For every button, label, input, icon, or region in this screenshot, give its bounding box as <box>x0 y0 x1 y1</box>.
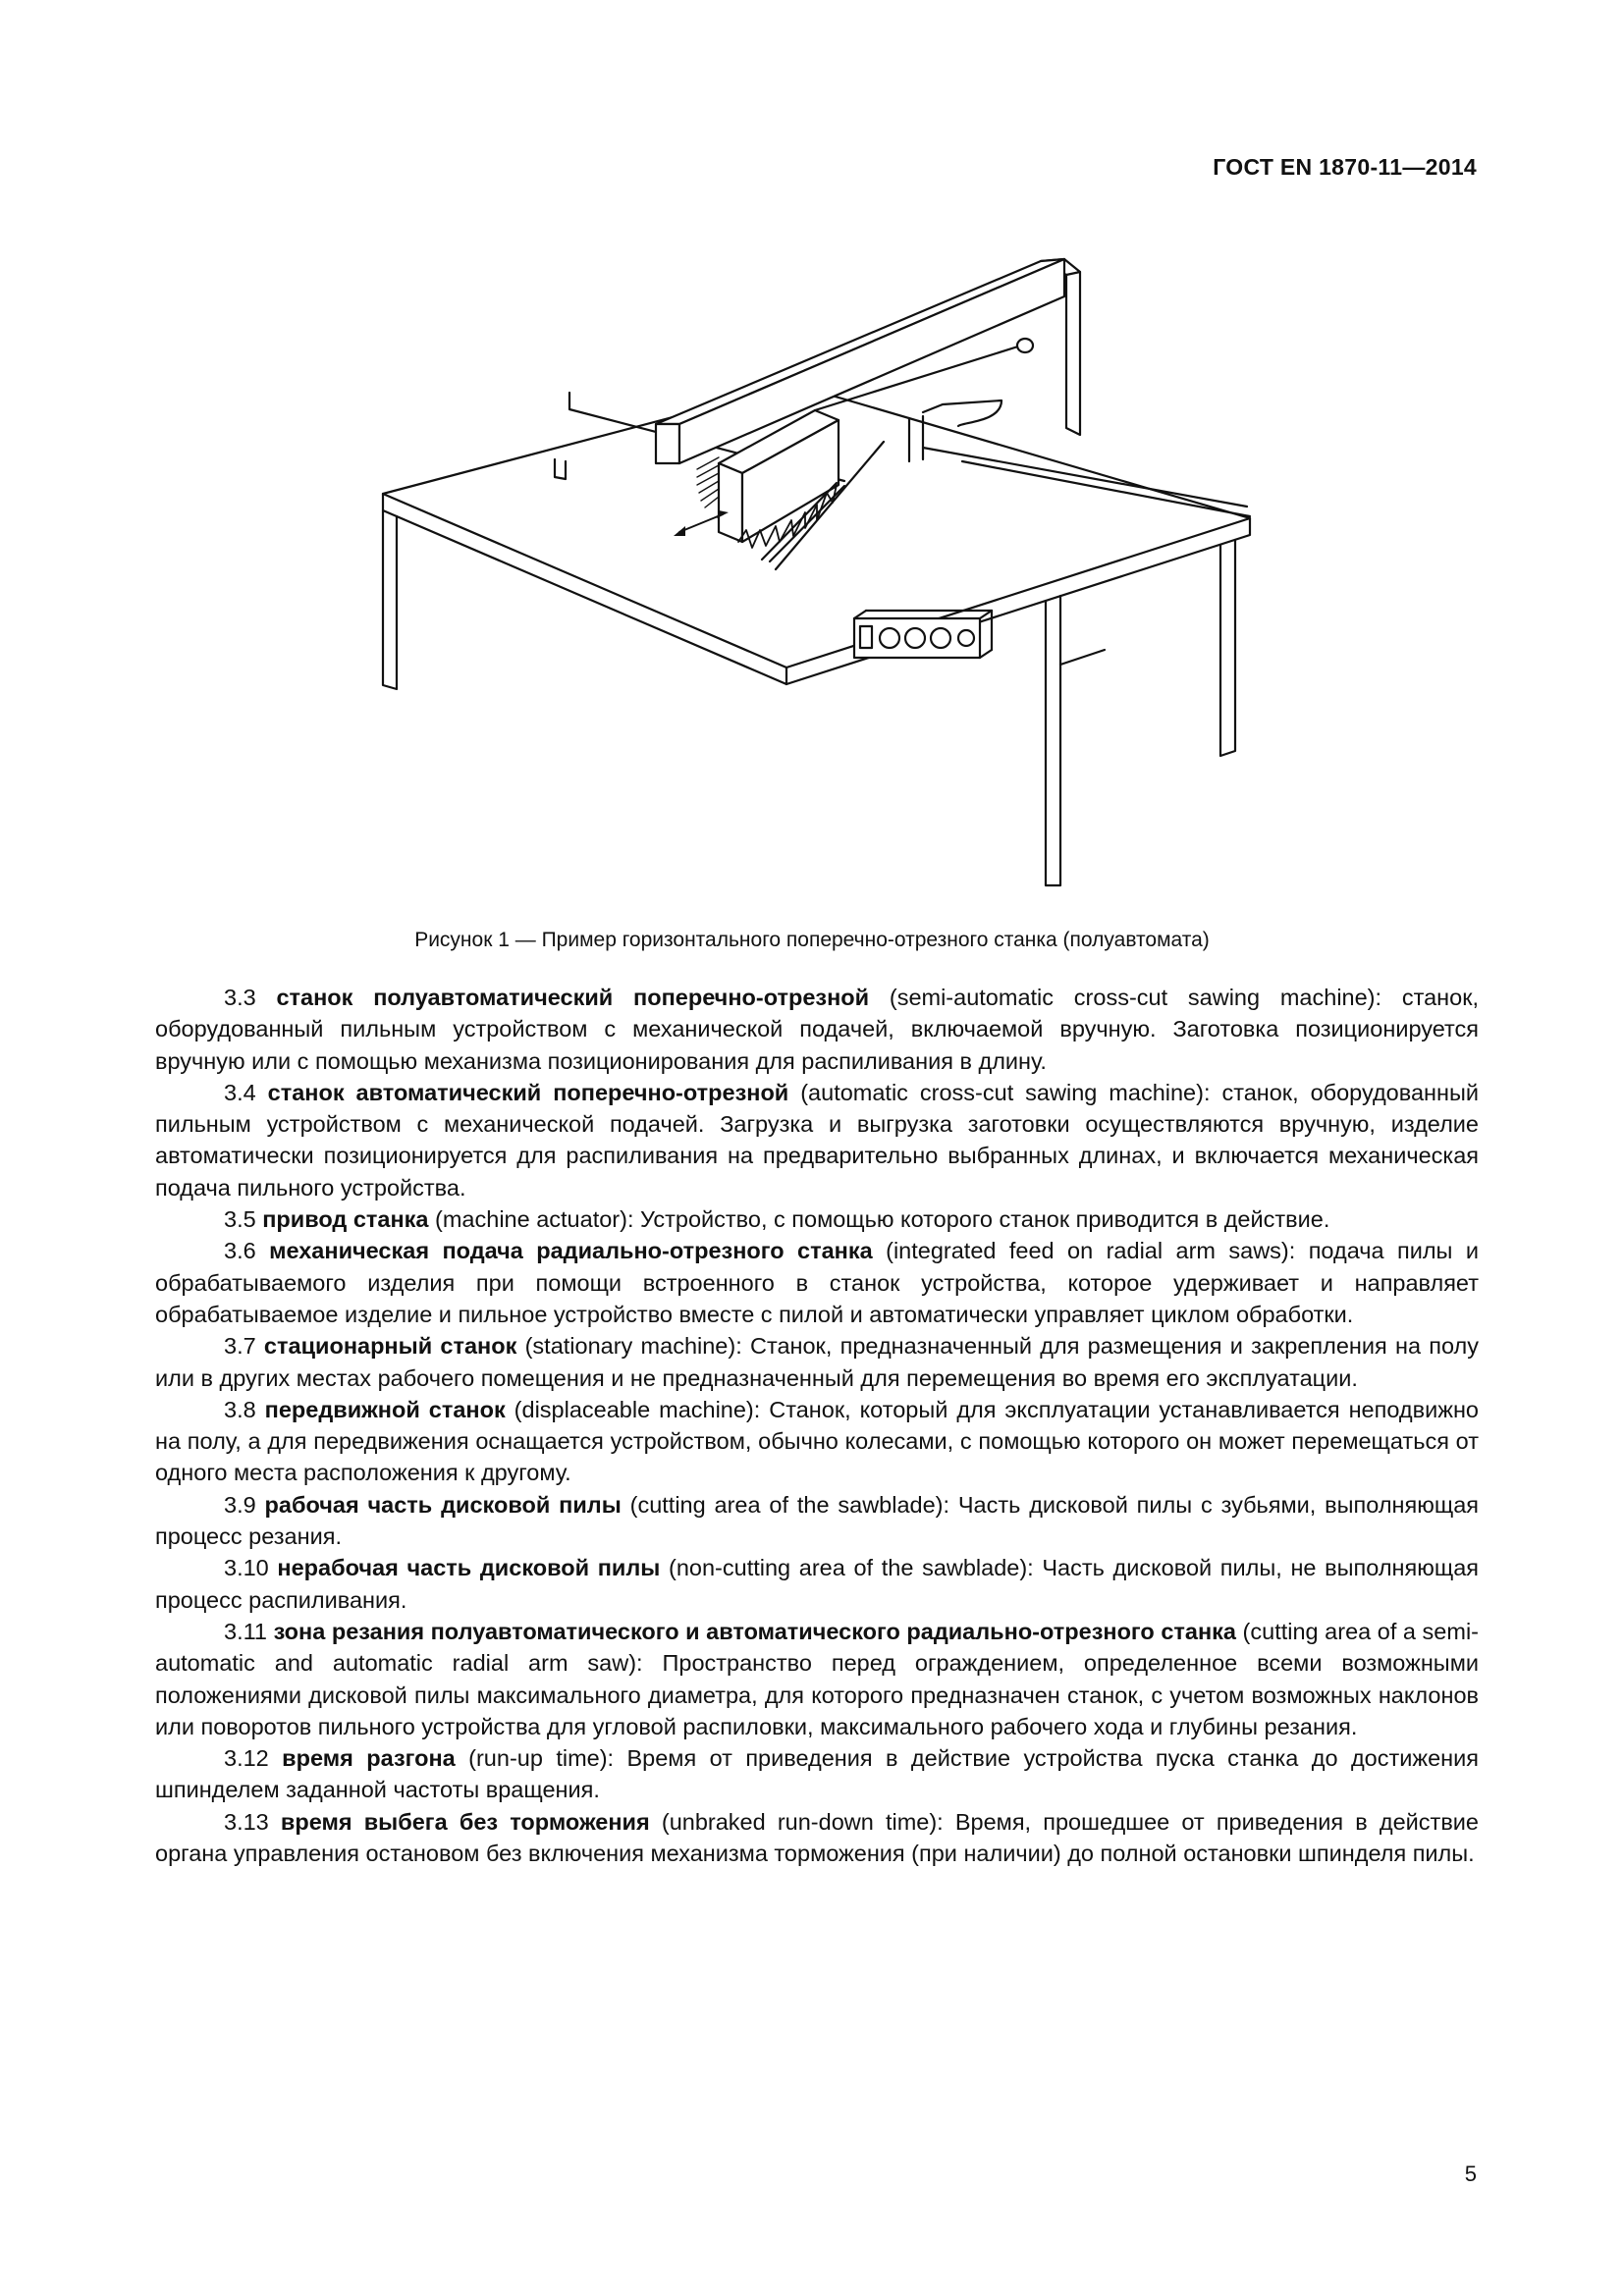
term-title: механическая подача радиально-отрезного станка <box>269 1238 873 1264</box>
term-3-8 <box>155 1394 1479 1489</box>
term-number: 3.13 <box>224 1808 269 1835</box>
term-title: время выбега без торможения <box>280 1808 650 1835</box>
term-number: 3.8 <box>224 1396 256 1422</box>
term-title: привод станка <box>262 1206 429 1233</box>
term-3-4 <box>155 1077 1479 1203</box>
term-number: 3.3 <box>224 985 256 1010</box>
guide-rod-end <box>1017 339 1033 352</box>
gantry-column <box>1066 272 1080 435</box>
saw-carriage-front <box>719 463 742 542</box>
page-number: 5 <box>1464 2162 1477 2186</box>
control-button-5 <box>958 630 974 646</box>
leg-front-left <box>383 510 397 689</box>
term-number: 3.4 <box>224 1079 256 1105</box>
term-number: 3.5 <box>224 1206 256 1233</box>
crosscut-saw-illustration <box>373 236 1257 903</box>
term-definition: (semi-automatic cross-cut sawing machine): станок, оборудованный пильным устройством с механической подачей, включаемой вручную. Заготовка позиционируется вручную или с помощью механизма позиционирования для распиливания в длину. <box>155 985 1479 1074</box>
term-3-12 <box>155 1742 1479 1806</box>
term-title: нерабочая часть дисковой пилы <box>277 1555 661 1581</box>
term-number: 3.7 <box>224 1333 256 1360</box>
control-button-3 <box>905 628 925 648</box>
term-number: 3.11 <box>224 1618 267 1644</box>
term-definition: (stationary machine): Станок, предназначенный для размещения и закрепления на полу или в других местах рабочего помещения и не предназначенный для перемещения во время его эксплуатации. <box>155 1333 1480 1391</box>
term-title: рабочая часть дисковой пилы <box>264 1491 622 1518</box>
term-definition: (cutting area of the sawblade): Часть дисковой пилы с зубьями, выполняющая процесс резания. <box>155 1491 1480 1550</box>
term-3-10 <box>155 1552 1479 1616</box>
leg-front-corner <box>1046 596 1060 885</box>
document-header: ГОСТ EN 1870-11—2014 <box>1213 154 1477 180</box>
control-button-1 <box>860 626 872 648</box>
term-3-7 <box>155 1330 1479 1394</box>
term-title: станок автоматический поперечно-отрезной <box>267 1079 789 1105</box>
figure-machine-drawing <box>373 236 1257 903</box>
term-definition: (cutting area of a semi-automatic and automatic radial arm saw): Пространство перед ограждением, определенное всеми возможными положениями дисковой пилы максимального диаметра, для которого предназначен станок, с учетом возможных наклонов или поворотов пильного устройства для угловой распиловки, максимального рабочего хода и глубины резания. <box>155 1618 1479 1739</box>
term-title: станок полуавтоматический поперечно-отрезной <box>276 985 870 1010</box>
term-title: передвижной станок <box>264 1396 506 1422</box>
term-definition: (machine actuator): Устройство, с помощью которого станок приводится в действие. <box>428 1206 1330 1233</box>
leg-back-right <box>1220 540 1235 756</box>
terms-list <box>155 982 1479 1869</box>
term-definition: (non-cutting area of the sawblade): Часть дисковой пилы, не выполняющая процесс распиливания. <box>155 1555 1479 1613</box>
control-button-4 <box>931 628 950 648</box>
term-3-13 <box>155 1806 1479 1870</box>
control-panel <box>854 611 992 658</box>
term-definition: (integrated feed on radial arm saws): подача пилы и обрабатываемого изделия при помощи встроенного в станок устройства, которое удерживает и направляет обрабатываемое изделие и пильное устройство вместе с пилой и автоматически управляет циклом обработки. <box>155 1238 1479 1327</box>
control-button-2 <box>880 628 899 648</box>
term-3-11 <box>155 1616 1479 1742</box>
term-number: 3.12 <box>224 1745 269 1772</box>
term-3-6 <box>155 1235 1479 1330</box>
overhead-beam-top <box>656 259 1064 424</box>
term-number: 3.9 <box>224 1491 256 1518</box>
term-number: 3.6 <box>224 1238 256 1264</box>
term-3-9 <box>155 1489 1479 1553</box>
term-title: стационарный станок <box>263 1333 517 1360</box>
term-definition: (run-up time): Время от приведения в действие устройства пуска станка до достижения шпинделем заданной частоты вращения. <box>155 1745 1479 1803</box>
term-title: время разгона <box>282 1745 456 1772</box>
term-definition: (displaceable machine): Станок, который для эксплуатации устанавливается неподвижно на полу, а для передвижения оснащается устройством, обычно колесами, с помощью которого он может перемещаться от одного места расположения к другому. <box>155 1396 1479 1486</box>
figure-caption: Рисунок 1 — Пример горизонтального поперечно-отрезного станка (полуавтомата) <box>414 929 1210 951</box>
overhead-beam-front <box>656 424 679 463</box>
leg-front-corner-inner <box>1060 650 1105 665</box>
term-3-3 <box>155 982 1479 1077</box>
term-number: 3.10 <box>224 1555 269 1581</box>
term-3-5 <box>155 1203 1479 1235</box>
motor-hood <box>923 400 1001 426</box>
term-definition: (automatic cross-cut sawing machine): станок, оборудованный пильным устройством с механической подачей. Загрузка и выгрузка заготовки осуществляются вручную, изделие автоматически позиционируется для распиливания на предварительно выбранных длинах, и включается механическая подача пильного устройства. <box>155 1079 1479 1201</box>
term-definition: (unbraked run-down time): Время, прошедшее от приведения в действие органа управления остановом без включения механизма торможения (при наличии) до полной остановки шпинделя пилы. <box>155 1808 1480 1867</box>
term-title: зона резания полуавтоматического и автоматического радиально-отрезного станка <box>273 1618 1236 1644</box>
